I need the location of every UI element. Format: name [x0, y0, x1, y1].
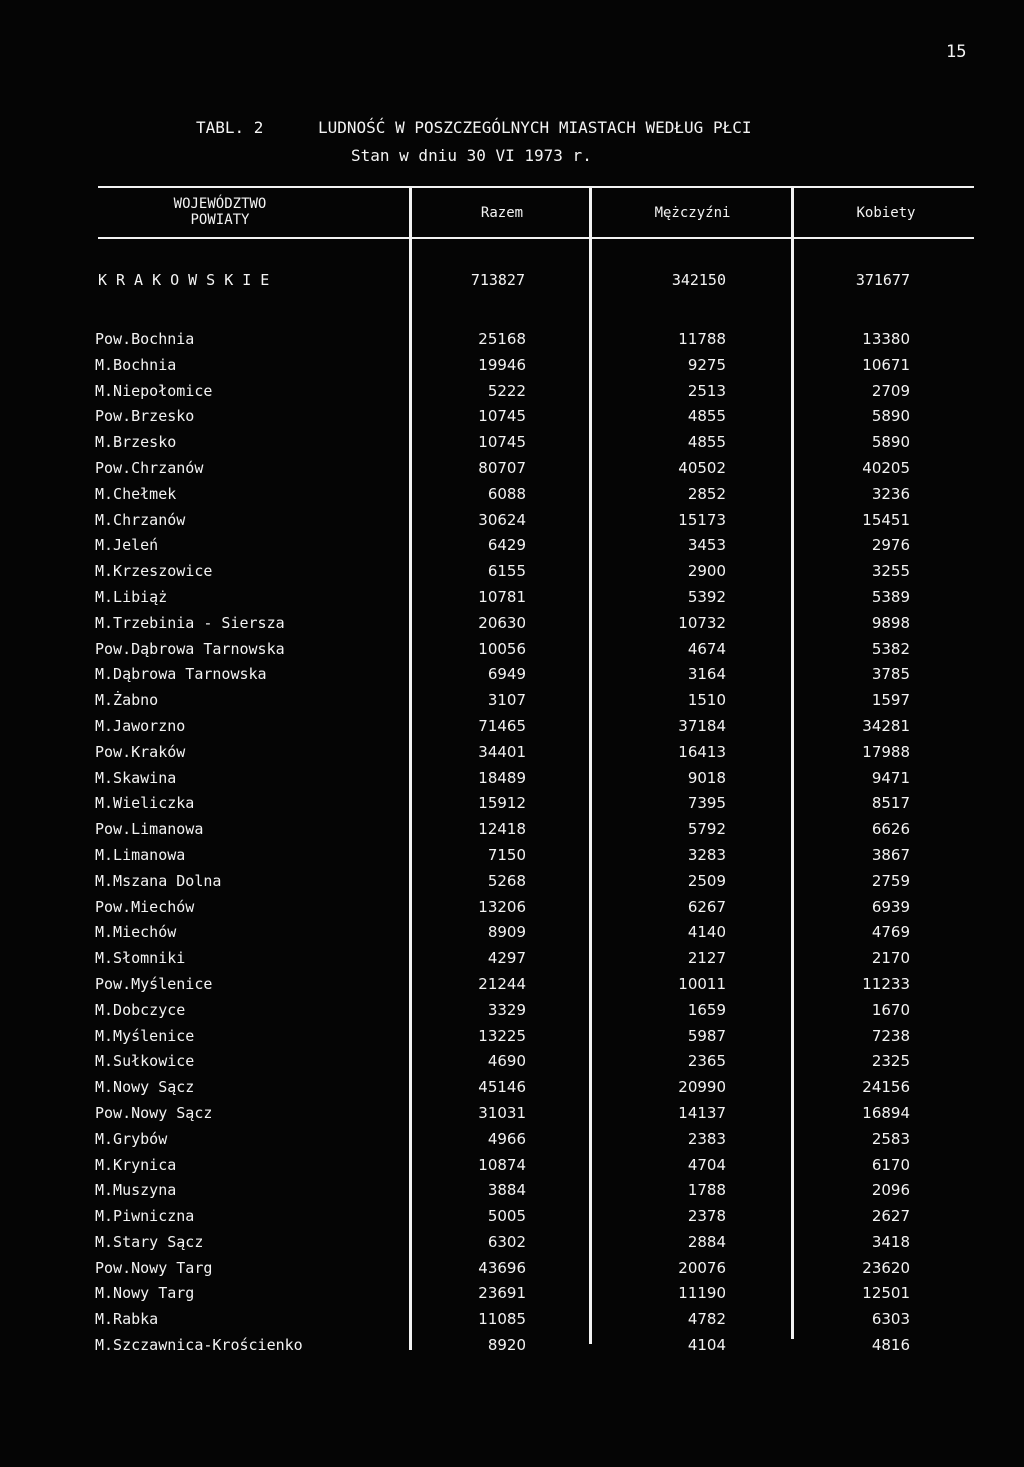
row-total: 4690 [487, 1052, 526, 1071]
row-men: 2127 [687, 949, 726, 968]
row-women: 2709 [871, 381, 910, 400]
row-women: 3418 [871, 1232, 910, 1251]
table-row [0, 1207, 1024, 1233]
table-row [0, 330, 1024, 356]
table-row [0, 1130, 1024, 1156]
row-name: M.Jeleń [95, 536, 159, 555]
row-name: M.Sułkowice [95, 1052, 195, 1071]
row-total: 18489 [478, 768, 526, 787]
table-row [0, 614, 1024, 640]
row-name: Pow.Bochnia [95, 330, 195, 348]
row-total: 30624 [478, 510, 526, 529]
row-name: M.Jaworzno [95, 716, 186, 735]
row-men: 5792 [687, 820, 726, 839]
table-row [0, 407, 1024, 433]
row-women: 8517 [871, 794, 910, 813]
column-header-men: Mężczyźni [654, 205, 731, 221]
row-women: 9898 [871, 613, 910, 632]
table-label: TABL. 2 [196, 118, 264, 137]
row-total: 21244 [478, 974, 526, 993]
table-row [0, 1233, 1024, 1259]
table-row [0, 1078, 1024, 1104]
row-name: M.Żabno [95, 691, 159, 710]
row-total: 13225 [478, 1026, 526, 1045]
row-women: 6170 [871, 1155, 910, 1174]
row-total: 13206 [478, 897, 526, 916]
row-women: 5890 [871, 433, 910, 452]
row-men: 11190 [678, 1284, 726, 1303]
row-name: Pow.Chrzanów [95, 458, 204, 477]
row-women: 2627 [871, 1207, 910, 1226]
row-name: M.Libiąż [95, 587, 168, 606]
row-total: 5222 [487, 381, 526, 400]
table-row [0, 717, 1024, 743]
row-name: M.Krzeszowice [95, 562, 213, 581]
row-men: 1510 [687, 691, 726, 710]
row-total: 6429 [487, 536, 526, 555]
row-men: 4855 [687, 407, 726, 426]
voivodeship-women: 371677 [855, 271, 910, 289]
row-total: 3107 [487, 691, 526, 710]
row-name: M.Rabka [95, 1310, 159, 1329]
row-total: 12418 [478, 820, 526, 839]
table-row [0, 356, 1024, 382]
row-men: 6267 [687, 897, 726, 916]
row-name: M.Dobczyce [95, 1000, 186, 1019]
row-women: 2096 [871, 1181, 910, 1200]
table-row [0, 1001, 1024, 1027]
table-row [0, 588, 1024, 614]
row-name: Pow.Nowy Targ [95, 1258, 213, 1277]
row-women: 17988 [862, 742, 910, 761]
row-men: 1659 [687, 1000, 726, 1019]
voivodeship-total: 713827 [470, 271, 525, 289]
row-women: 9471 [871, 768, 910, 787]
row-name: M.Niepołomice [95, 381, 213, 400]
row-total: 23691 [478, 1284, 526, 1303]
row-women: 3236 [871, 484, 910, 503]
row-men: 4140 [687, 923, 726, 942]
row-men: 2513 [687, 381, 726, 400]
table-row [0, 743, 1024, 769]
table-row [0, 975, 1024, 1001]
row-total: 80707 [478, 458, 526, 477]
row-men: 3283 [687, 845, 726, 864]
table-body [0, 330, 1024, 1362]
table-row [0, 769, 1024, 795]
column-header-women: Kobiety [856, 205, 916, 221]
row-men: 16413 [678, 742, 726, 761]
row-women: 24156 [862, 1078, 910, 1097]
row-women: 7238 [871, 1026, 910, 1045]
row-name: M.Słomniki [95, 949, 186, 968]
row-name: M.Piwniczna [95, 1207, 195, 1226]
table-row [0, 1052, 1024, 1078]
header-bottom-rule [98, 237, 974, 239]
row-name: M.Stary Sącz [95, 1232, 204, 1251]
row-name: M.Muszyna [95, 1181, 177, 1200]
row-women: 6939 [871, 897, 910, 916]
row-men: 20990 [678, 1078, 726, 1097]
row-total: 15912 [478, 794, 526, 813]
table-row [0, 459, 1024, 485]
table-row [0, 898, 1024, 924]
row-men: 37184 [678, 716, 726, 735]
row-name: Pow.Dąbrowa Tarnowska [95, 639, 285, 658]
page-number: 15 [946, 42, 967, 62]
table-row [0, 846, 1024, 872]
row-total: 71465 [478, 716, 526, 735]
row-women: 34281 [862, 716, 910, 735]
row-women: 4769 [871, 923, 910, 942]
table-title [196, 118, 751, 137]
row-women: 15451 [862, 510, 910, 529]
table-row [0, 1310, 1024, 1336]
row-total: 10745 [478, 433, 526, 452]
row-name: M.Myślenice [95, 1026, 195, 1045]
row-women: 11233 [862, 974, 910, 993]
row-total: 10056 [478, 639, 526, 658]
row-name: M.Bochnia [95, 355, 177, 374]
row-women: 2976 [871, 536, 910, 555]
table-row [0, 433, 1024, 459]
row-total: 19946 [478, 355, 526, 374]
row-men: 4782 [687, 1310, 726, 1329]
row-men: 4704 [687, 1155, 726, 1174]
row-men: 4674 [687, 639, 726, 658]
row-women: 6626 [871, 820, 910, 839]
row-men: 1788 [687, 1181, 726, 1200]
table-row [0, 949, 1024, 975]
row-men: 9275 [687, 355, 726, 374]
row-women: 1597 [871, 691, 910, 710]
row-total: 7150 [487, 845, 526, 864]
row-women: 40205 [862, 458, 910, 477]
table-row [0, 794, 1024, 820]
table-row [0, 923, 1024, 949]
row-total: 6088 [487, 484, 526, 503]
header-top-rule [98, 186, 974, 188]
table-row [0, 1027, 1024, 1053]
row-men: 10732 [678, 613, 726, 632]
row-men: 20076 [678, 1258, 726, 1277]
row-total: 4966 [487, 1129, 526, 1148]
row-name: M.Trzebinia - Siersza [95, 613, 285, 632]
row-total: 45146 [478, 1078, 526, 1097]
row-name: M.Szczawnica-Krościenko [95, 1336, 303, 1355]
row-total: 8909 [487, 923, 526, 942]
row-women: 1670 [871, 1000, 910, 1019]
row-name: Pow.Nowy Sącz [95, 1103, 213, 1122]
table-row [0, 665, 1024, 691]
row-total: 3884 [487, 1181, 526, 1200]
row-women: 3867 [871, 845, 910, 864]
row-total: 43696 [478, 1258, 526, 1277]
table-row [0, 691, 1024, 717]
row-total: 4297 [487, 949, 526, 968]
column-header-total: Razem [480, 205, 524, 221]
row-name: M.Dąbrowa Tarnowska [95, 665, 267, 684]
row-men: 2884 [687, 1232, 726, 1251]
row-men: 2852 [687, 484, 726, 503]
row-total: 5005 [487, 1207, 526, 1226]
row-women: 3785 [871, 665, 910, 684]
table-row [0, 1259, 1024, 1285]
row-name: M.Chrzanów [95, 510, 186, 529]
table-row [0, 1104, 1024, 1130]
row-men: 2900 [687, 562, 726, 581]
table-row [0, 511, 1024, 537]
row-name: M.Krynica [95, 1155, 177, 1174]
table-row [0, 536, 1024, 562]
row-men: 15173 [678, 510, 726, 529]
row-men: 14137 [678, 1103, 726, 1122]
row-women: 6303 [871, 1310, 910, 1329]
row-women: 2170 [871, 949, 910, 968]
row-total: 6949 [487, 665, 526, 684]
row-women: 13380 [862, 330, 910, 348]
row-name: M.Nowy Targ [95, 1284, 195, 1303]
row-women: 16894 [862, 1103, 910, 1122]
row-men: 5987 [687, 1026, 726, 1045]
row-total: 25168 [478, 330, 526, 348]
row-men: 7395 [687, 794, 726, 813]
row-women: 4816 [871, 1336, 910, 1355]
row-men: 2383 [687, 1129, 726, 1148]
row-women: 5382 [871, 639, 910, 658]
table-row [0, 1284, 1024, 1310]
row-name: Pow.Limanowa [95, 820, 204, 839]
row-total: 6155 [487, 562, 526, 581]
row-total: 10781 [478, 587, 526, 606]
row-name: M.Mszana Dolna [95, 871, 222, 890]
row-name: M.Grybów [95, 1129, 168, 1148]
row-women: 10671 [862, 355, 910, 374]
table-row [0, 485, 1024, 511]
row-men: 4855 [687, 433, 726, 452]
row-women: 2759 [871, 871, 910, 890]
table-row [0, 820, 1024, 846]
row-men: 3164 [687, 665, 726, 684]
voivodeship-name: KRAKOWSKIE [98, 271, 279, 289]
row-men: 2378 [687, 1207, 726, 1226]
row-name: Pow.Myślenice [95, 974, 213, 993]
row-total: 31031 [478, 1103, 526, 1122]
row-total: 8920 [487, 1336, 526, 1355]
row-total: 10874 [478, 1155, 526, 1174]
table-row [0, 1336, 1024, 1362]
row-name: M.Skawina [95, 768, 177, 787]
row-women: 3255 [871, 562, 910, 581]
row-men: 40502 [678, 458, 726, 477]
voivodeship-men: 342150 [671, 271, 726, 289]
row-name: M.Brzesko [95, 433, 177, 452]
row-name: M.Chełmek [95, 484, 177, 503]
row-men: 11788 [678, 330, 726, 348]
row-men: 10011 [678, 974, 726, 993]
row-name: M.Wieliczka [95, 794, 195, 813]
row-total: 6302 [487, 1232, 526, 1251]
row-women: 2583 [871, 1129, 910, 1148]
row-total: 5268 [487, 871, 526, 890]
row-women: 5890 [871, 407, 910, 426]
row-name: Pow.Miechów [95, 897, 195, 916]
table-row [0, 1156, 1024, 1182]
row-name: M.Miechów [95, 923, 177, 942]
row-total: 11085 [478, 1310, 526, 1329]
row-name: Pow.Brzesko [95, 407, 195, 426]
row-total: 20630 [478, 613, 526, 632]
row-total: 34401 [478, 742, 526, 761]
row-name: M.Nowy Sącz [95, 1078, 195, 1097]
row-men: 2509 [687, 871, 726, 890]
table-row [0, 562, 1024, 588]
row-men: 3453 [687, 536, 726, 555]
row-men: 9018 [687, 768, 726, 787]
table-row [0, 1181, 1024, 1207]
table-row [0, 382, 1024, 408]
row-men: 2365 [687, 1052, 726, 1071]
table-row [0, 872, 1024, 898]
row-men: 4104 [687, 1336, 726, 1355]
row-women: 2325 [871, 1052, 910, 1071]
row-name: Pow.Kraków [95, 742, 186, 761]
row-women: 12501 [862, 1284, 910, 1303]
row-women: 23620 [862, 1258, 910, 1277]
row-name: M.Limanowa [95, 845, 186, 864]
column-header-region: WOJEWÓDZTWO POWIATY [173, 196, 267, 228]
row-men: 5392 [687, 587, 726, 606]
row-women: 5389 [871, 587, 910, 606]
row-total: 10745 [478, 407, 526, 426]
table-row [0, 640, 1024, 666]
table-subtitle: Stan w dniu 30 VI 1973 r. [351, 146, 592, 165]
table-heading: LUDNOŚĆ W POSZCZEGÓLNYCH MIASTACH WEDŁUG PŁCI [318, 118, 752, 137]
row-total: 3329 [487, 1000, 526, 1019]
